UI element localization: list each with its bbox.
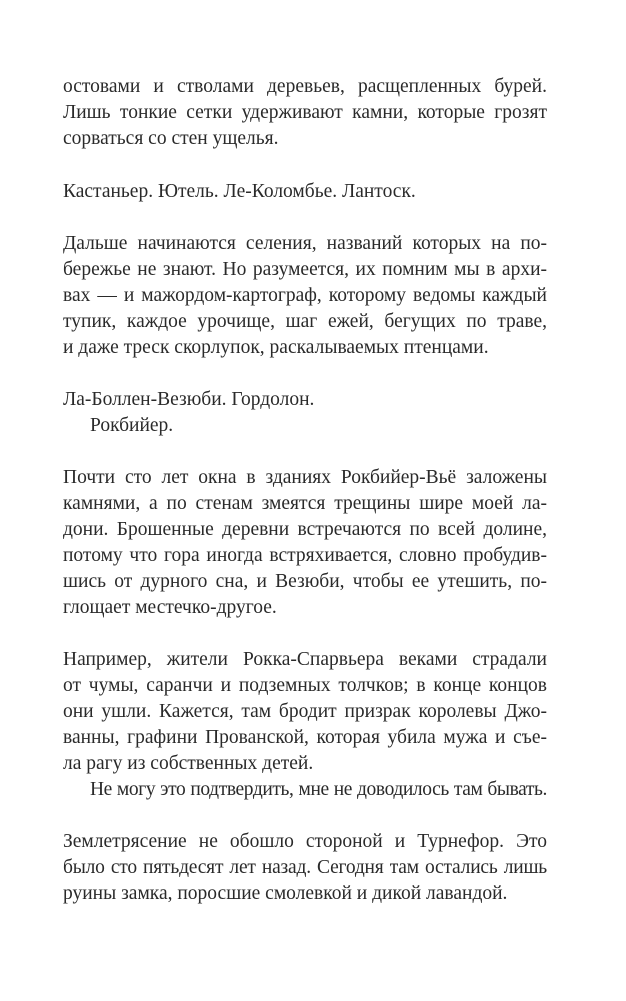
text-line: шись от дурного сна, и Везюби, чтобы ее утешить, по- xyxy=(63,571,547,592)
text-line: и даже треск скорлупок, раскалываемых птенцами. xyxy=(63,337,489,358)
text-line: Не могу это подтвердить, мне не доводилось там бывать. xyxy=(90,779,547,800)
text-line: Лишь тонкие сетки удерживают камни, которые грозят xyxy=(63,102,547,123)
text-line: бережье не знают. Но разумеется, их помним мы в архи- xyxy=(63,259,547,280)
text-line: потому что гора иногда встряхивается, словно пробудив- xyxy=(63,545,547,566)
text-line: руины замка, поросшие смолевкой и дикой лавандой. xyxy=(63,883,508,904)
text-line: тупик, каждое урочище, шаг ежей, бегущих по траве, xyxy=(63,311,547,332)
text-line: дони. Брошенные деревни встречаются по всей долине, xyxy=(63,519,547,540)
text-line: камнями, а по стенам змеятся трещины шире моей ла- xyxy=(63,493,547,514)
text-line: сорваться со стен ущелья. xyxy=(63,128,279,149)
text-line: ла рагу из собственных детей. xyxy=(63,753,314,774)
text-line: Рокбийер. xyxy=(90,415,174,436)
text-line: они ушли. Кажется, там бродит призрак королевы Джо- xyxy=(63,701,547,722)
text-line: Землетрясение не обошло стороной и Турнефор. Это xyxy=(63,831,547,852)
text-line: Дальше начинаются селения, названий которых на по- xyxy=(63,233,547,254)
text-line: остовами и стволами деревьев, расщепленных бурей. xyxy=(63,76,547,97)
text-line: Кастаньер. Ютель. Ле-Коломбье. Лантоск. xyxy=(63,181,416,202)
text-line: ванны, графини Прованской, которая убила мужа и съе- xyxy=(63,727,547,748)
text-line: Ла-Боллен-Везюби. Гордолон. xyxy=(63,389,315,410)
text-line: Например, жители Рокка-Спарвьера веками страдали xyxy=(63,649,547,670)
text-line: было сто пятьдесят лет назад. Сегодня там остались лишь xyxy=(63,857,547,878)
text-line: вах — и мажордом-картограф, которому ведомы каждый xyxy=(63,285,547,306)
text-line: Почти сто лет окна в зданиях Рокбийер-Вьё заложены xyxy=(63,467,547,488)
text-line: глощает местечко-другое. xyxy=(63,597,277,618)
text-line: от чумы, саранчи и подземных толчков; в конце концов xyxy=(63,675,547,696)
